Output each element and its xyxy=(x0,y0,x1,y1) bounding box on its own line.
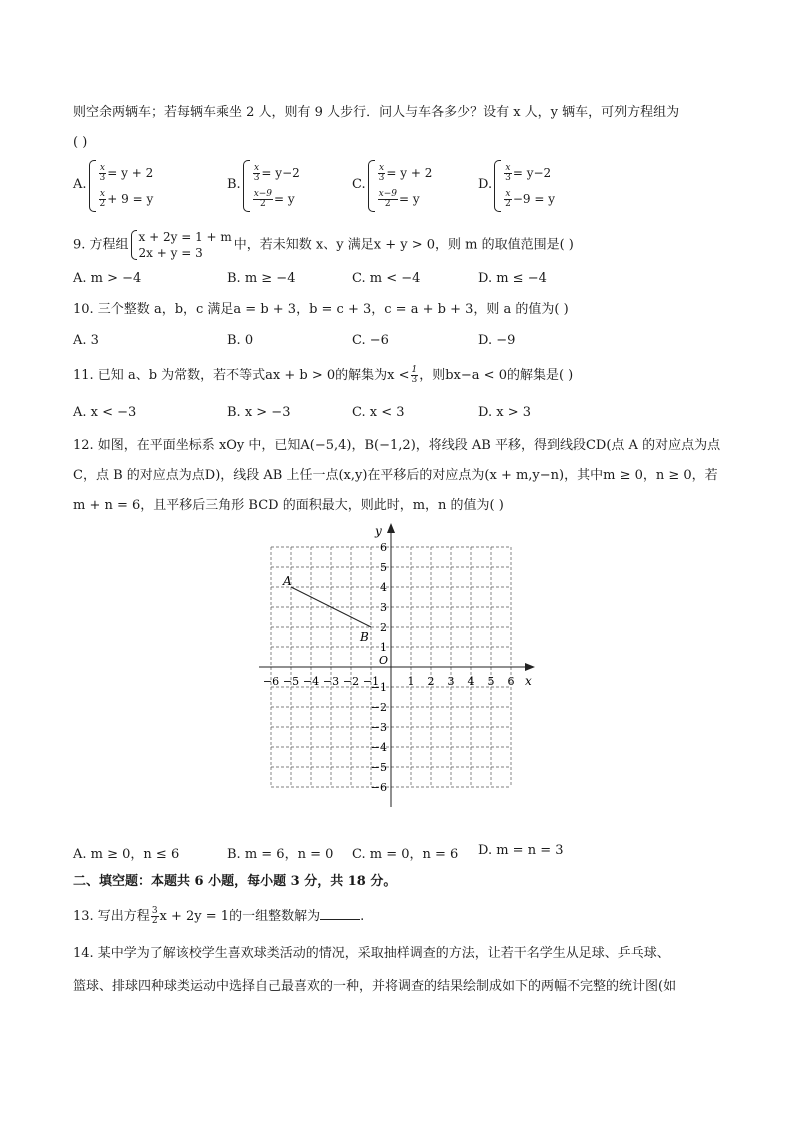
q11-option-d[interactable]: D. x > 3 xyxy=(478,405,531,420)
y-tick-label: 4 xyxy=(380,581,387,594)
y-tick-label: 5 xyxy=(380,561,387,574)
y-tick-label: −5 xyxy=(370,761,387,774)
q10-option-d[interactable]: D. −9 xyxy=(478,333,516,348)
x-tick-label: −5 xyxy=(282,675,300,688)
q14-line-2: 篮球、排球四种球类运动中选择自己最喜欢的一种，并将调查的结果绘制成如下的两幅不完整的统计图(如 xyxy=(73,979,677,994)
q9-equation-system: x + 2y = 1 + m 2x + y = 3 xyxy=(131,230,232,260)
q12-option-a[interactable]: A. m ≥ 0，n ≤ 6 xyxy=(73,847,180,862)
q10-option-a[interactable]: A. 3 xyxy=(73,333,99,348)
q13-stem: 13. 写出方程 $\frac{3}{2}$ x + 2y = 1的一组整数解为 . xyxy=(73,906,365,926)
q12-option-d[interactable]: D. m = n = 3 xyxy=(478,843,564,858)
y-tick-label: 6 xyxy=(380,541,387,554)
q10-option-c[interactable]: C. −6 xyxy=(352,333,389,348)
axes xyxy=(259,523,535,807)
coordinate-graph xyxy=(255,520,545,815)
q11-stem: 11. 已知 a、b 为常数，若不等式ax + b > 0的解集为x < $\frac{1}{3}$ ，则bx−a < 0的解集是( ) xyxy=(73,365,574,385)
q11-option-b[interactable]: B. x > −3 xyxy=(227,405,291,420)
x-tick-label: 3 xyxy=(447,675,455,688)
q9-option-b[interactable]: B. m ≥ −4 xyxy=(227,271,296,286)
segment-ab xyxy=(282,574,371,644)
y-tick-label: −6 xyxy=(370,781,387,794)
q13-fraction: $\frac{3}{2}$ xyxy=(151,906,158,926)
x-tick-label: −2 xyxy=(342,675,360,688)
brace-icon xyxy=(494,160,501,212)
y-tick-label: −2 xyxy=(370,701,387,714)
y-tick-label: −3 xyxy=(370,721,387,734)
q14-line-1: 14. 某中学为了解该校学生喜欢球类活动的情况，采取抽样调查的方法，让若干名学生从足球、乒乓球、 xyxy=(73,946,670,961)
x-tick-label: −4 xyxy=(302,675,320,688)
q12-line-1: 12. 如图，在平面坐标系 xOy 中，已知A(−5,4)，B(−1,2)，将线段 AB 平移，得到线段CD(点 A 的对应点为点 xyxy=(73,438,721,453)
origin-label: O xyxy=(379,654,389,667)
section-heading: 二、填空题：本题共 6 小题，每小题 3 分，共 18 分。 xyxy=(73,874,397,889)
x-axis-label: x xyxy=(525,674,532,688)
answer-blank[interactable] xyxy=(320,907,360,920)
x-tick-label: 6 xyxy=(507,675,515,688)
point-a-label: A xyxy=(283,574,292,588)
q9-options xyxy=(73,271,733,291)
y-axis-arrow-icon xyxy=(387,523,395,533)
x-tick-label: −1 xyxy=(362,675,380,688)
brace-icon xyxy=(243,160,250,212)
q12-line-3: m + n = 6，且平移后三角形 BCD 的面积最大，则此时，m，n 的值为( ) xyxy=(73,498,504,513)
q8-options: A. $\frac{x}{3}$ = y + 2 $\frac{x}{2}$ + 9 = y B. $\frac{x}{3}$ = y−2 $\frac{x-9}{2}$ = y C. $\frac{x}{3}$ = y + 2 $\frac{x-9}{2}$ = y D. $\frac{x}{3}$ = y−2 $\frac{x}{2}$ −9 = y xyxy=(73,160,733,180)
q9-option-a[interactable]: A. m > −4 xyxy=(73,271,142,286)
q11-options xyxy=(73,405,733,425)
q9-option-d[interactable]: D. m ≤ −4 xyxy=(478,271,547,286)
q8-paren: ( ) xyxy=(73,135,88,150)
x-tick-label: −3 xyxy=(322,675,340,688)
y-tick-label: −4 xyxy=(370,741,387,754)
brace-icon xyxy=(89,160,96,212)
x-tick-label: −6 xyxy=(262,675,280,688)
q11-option-c[interactable]: C. x < 3 xyxy=(352,405,405,420)
q12-line-2: C，点 B 的对应点为点D)，线段 AB 上任一点(x,y)在平移后的对应点为(x + m,y−n)，其中m ≥ 0，n ≥ 0，若 xyxy=(73,468,718,483)
q12-option-c[interactable]: C. m = 0，n = 6 xyxy=(352,847,459,862)
y-axis-label: y xyxy=(375,524,382,538)
y-tick-label: 2 xyxy=(380,621,387,634)
q8-text: 则空余两辆车；若每辆车乘坐 2 人，则有 9 人步行．问人与车各多少？设有 x 人，y 辆车，可列方程组为 xyxy=(73,105,680,120)
q11-fraction: $\frac{1}{3}$ xyxy=(411,365,418,385)
q12-option-b[interactable]: B. m = 6，n = 0 xyxy=(227,847,334,862)
x-tick-label: 1 xyxy=(407,675,415,688)
x-tick-label: 4 xyxy=(467,675,475,688)
x-tick-label: 2 xyxy=(427,675,435,688)
q9-stem: 9. 方程组 x + 2y = 1 + m 2x + y = 3 中，若未知数 x、y 满足x + y > 0，则 m 的取值范围是( ) xyxy=(73,230,574,260)
y-tick-label: 1 xyxy=(380,641,387,654)
q9-option-c[interactable]: C. m < −4 xyxy=(352,271,421,286)
q12-options xyxy=(73,843,733,863)
y-tick-label: −1 xyxy=(370,681,387,694)
x-tick-label: 5 xyxy=(487,675,495,688)
q11-option-a[interactable]: A. x < −3 xyxy=(73,405,137,420)
q10-stem: 10. 三个整数 a，b，c 满足a = b + 3，b = c + 3，c = a + b + 3，则 a 的值为( ) xyxy=(73,302,569,317)
brace-icon xyxy=(131,230,137,260)
q10-options xyxy=(73,333,733,353)
x-axis-arrow-icon xyxy=(525,663,535,671)
brace-icon xyxy=(368,160,375,212)
q10-option-b[interactable]: B. 0 xyxy=(227,333,254,348)
y-tick-label: 3 xyxy=(380,601,387,614)
point-b-label: B xyxy=(360,630,369,644)
